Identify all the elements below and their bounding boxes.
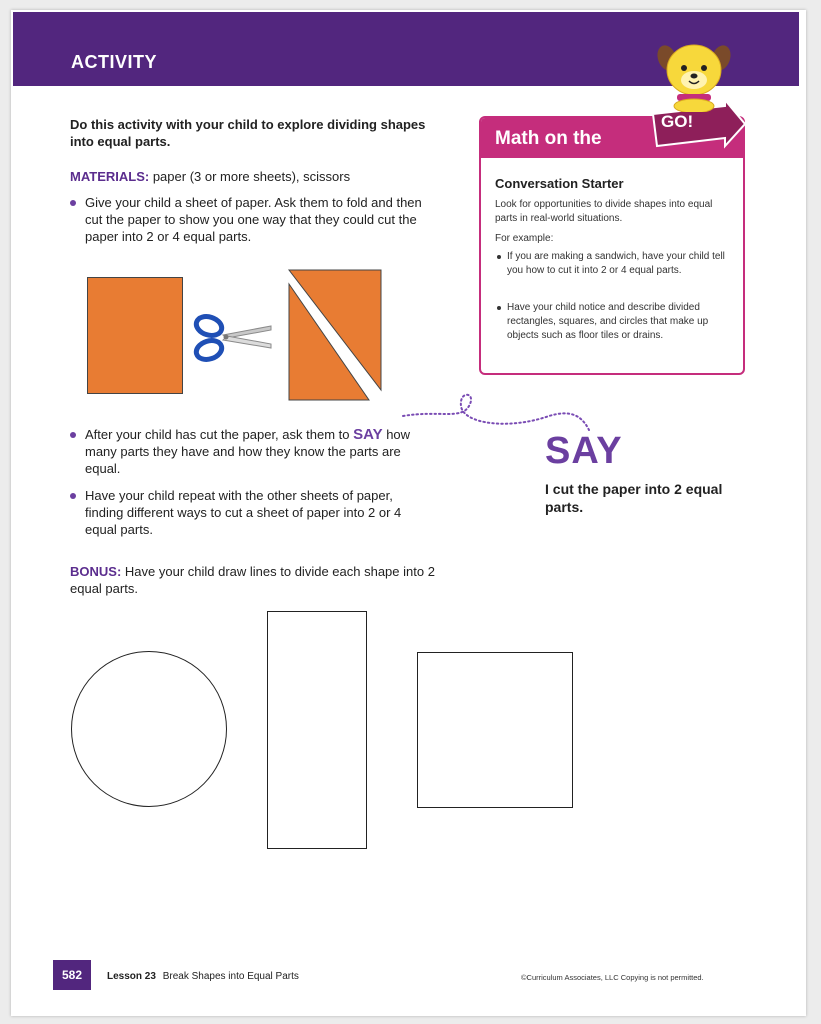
- say-heading: SAY: [545, 430, 623, 472]
- say-quote: I cut the paper into 2 equal parts.: [545, 481, 723, 515]
- bonus-line: [70, 563, 455, 597]
- square-shape: [417, 652, 573, 808]
- footer-lesson: [107, 971, 299, 982]
- copyright-notice: ©Curriculum Associates, LLC Copying is not permitted.: [521, 973, 704, 982]
- worksheet-page: [11, 10, 806, 1016]
- dog-mascot: [655, 40, 735, 112]
- intro-text: Do this activity with your child to explore dividing shapes into equal parts.: [70, 117, 426, 149]
- materials-label: MATERIALS:: [70, 169, 150, 184]
- math-on-the-go-box: [479, 112, 745, 375]
- page-number: 582: [53, 960, 91, 990]
- step-3: Have your child repeat with the other sheets of paper, finding different ways to cut a sheet of paper into 2 or 4 equal parts.: [70, 487, 430, 538]
- paper-sheet-cut: [287, 268, 383, 402]
- rectangle-shape: [267, 611, 367, 849]
- bonus-label: BONUS:: [70, 564, 122, 579]
- math-on-the-go-title: Math on the: [495, 128, 602, 149]
- mog-intro: Look for opportunities to divide shapes into equal parts in real-world situations.: [495, 199, 713, 224]
- step-1: Give your child a sheet of paper. Ask them to fold and then cut the paper to show you one way that they could cut the paper into 2 or 4 equal parts.: [70, 194, 430, 245]
- step-2-before: After your child has cut the paper, ask them to: [85, 427, 350, 442]
- say-inline-label: SAY: [353, 426, 383, 443]
- go-tag-text: GO!: [661, 112, 694, 131]
- mog-example-label: For example:: [495, 233, 554, 244]
- lesson-title: Break Shapes into Equal Parts: [162, 971, 299, 982]
- lesson-number: Lesson 23: [107, 971, 156, 982]
- scissors-icon: [193, 310, 273, 366]
- conversation-starter-heading: Conversation Starter: [495, 176, 624, 191]
- paper-sheet-whole: [87, 277, 183, 394]
- circle-shape: [71, 651, 227, 807]
- materials-text: paper (3 or more sheets), scissors: [152, 169, 351, 184]
- mog-bullet-1: If you are making a sandwich, have your child tell you how to cut it into 2 or 4 equal parts.: [495, 250, 725, 278]
- mog-bullet-2: Have your child notice and describe divided rectangles, squares, and circles that make up objects such as floor tiles or drains.: [495, 301, 725, 343]
- bonus-text: Have your child draw lines to divide each shape into 2 equal parts.: [70, 564, 435, 596]
- step-2-after: how many parts they have and how they know the parts are equal.: [85, 427, 411, 476]
- step-2: [70, 426, 430, 477]
- materials-line: [70, 168, 430, 185]
- banner-title: ACTIVITY: [71, 52, 158, 72]
